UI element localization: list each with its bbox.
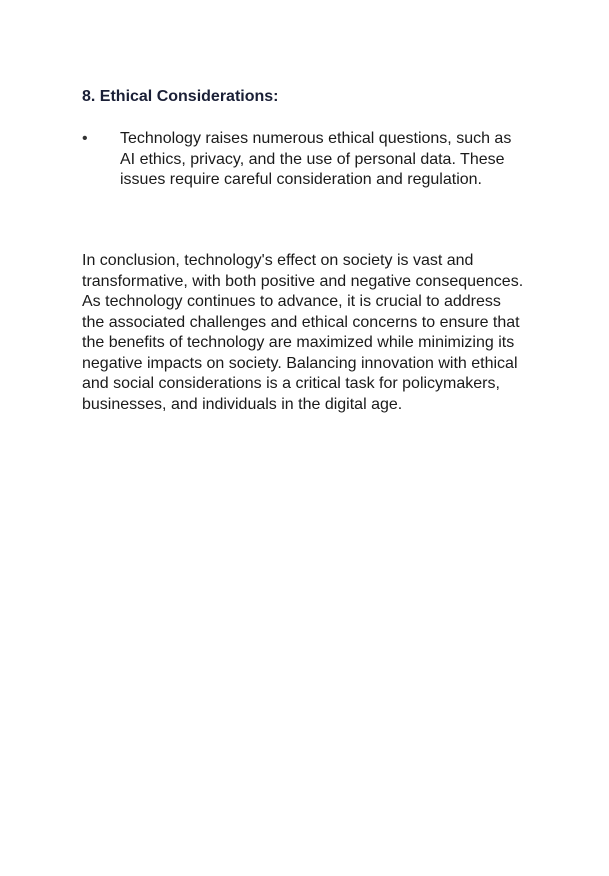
- conclusion-paragraph: In conclusion, technology's effect on society is vast and transformative, with both positive and negative consequences. As technology continues to advance, it is crucial to address the associated challenges and ethical concerns to ensure that the benefits of technology are maximized while minimizing its negative impacts on society. Balancing innovation with ethical and social considerations is a critical task for policymakers, businesses, and individuals in the digital age.: [82, 252, 524, 413]
- bullet-text: Technology raises numerous ethical questions, such as AI ethics, privacy, and the use of personal data. These issues require careful consideration and regulation.: [120, 130, 512, 188]
- section-heading: 8. Ethical Considerations:: [82, 88, 279, 105]
- bullet-list: [82, 129, 527, 191]
- bullet-item: [82, 129, 527, 191]
- bullet-icon: •: [82, 130, 88, 147]
